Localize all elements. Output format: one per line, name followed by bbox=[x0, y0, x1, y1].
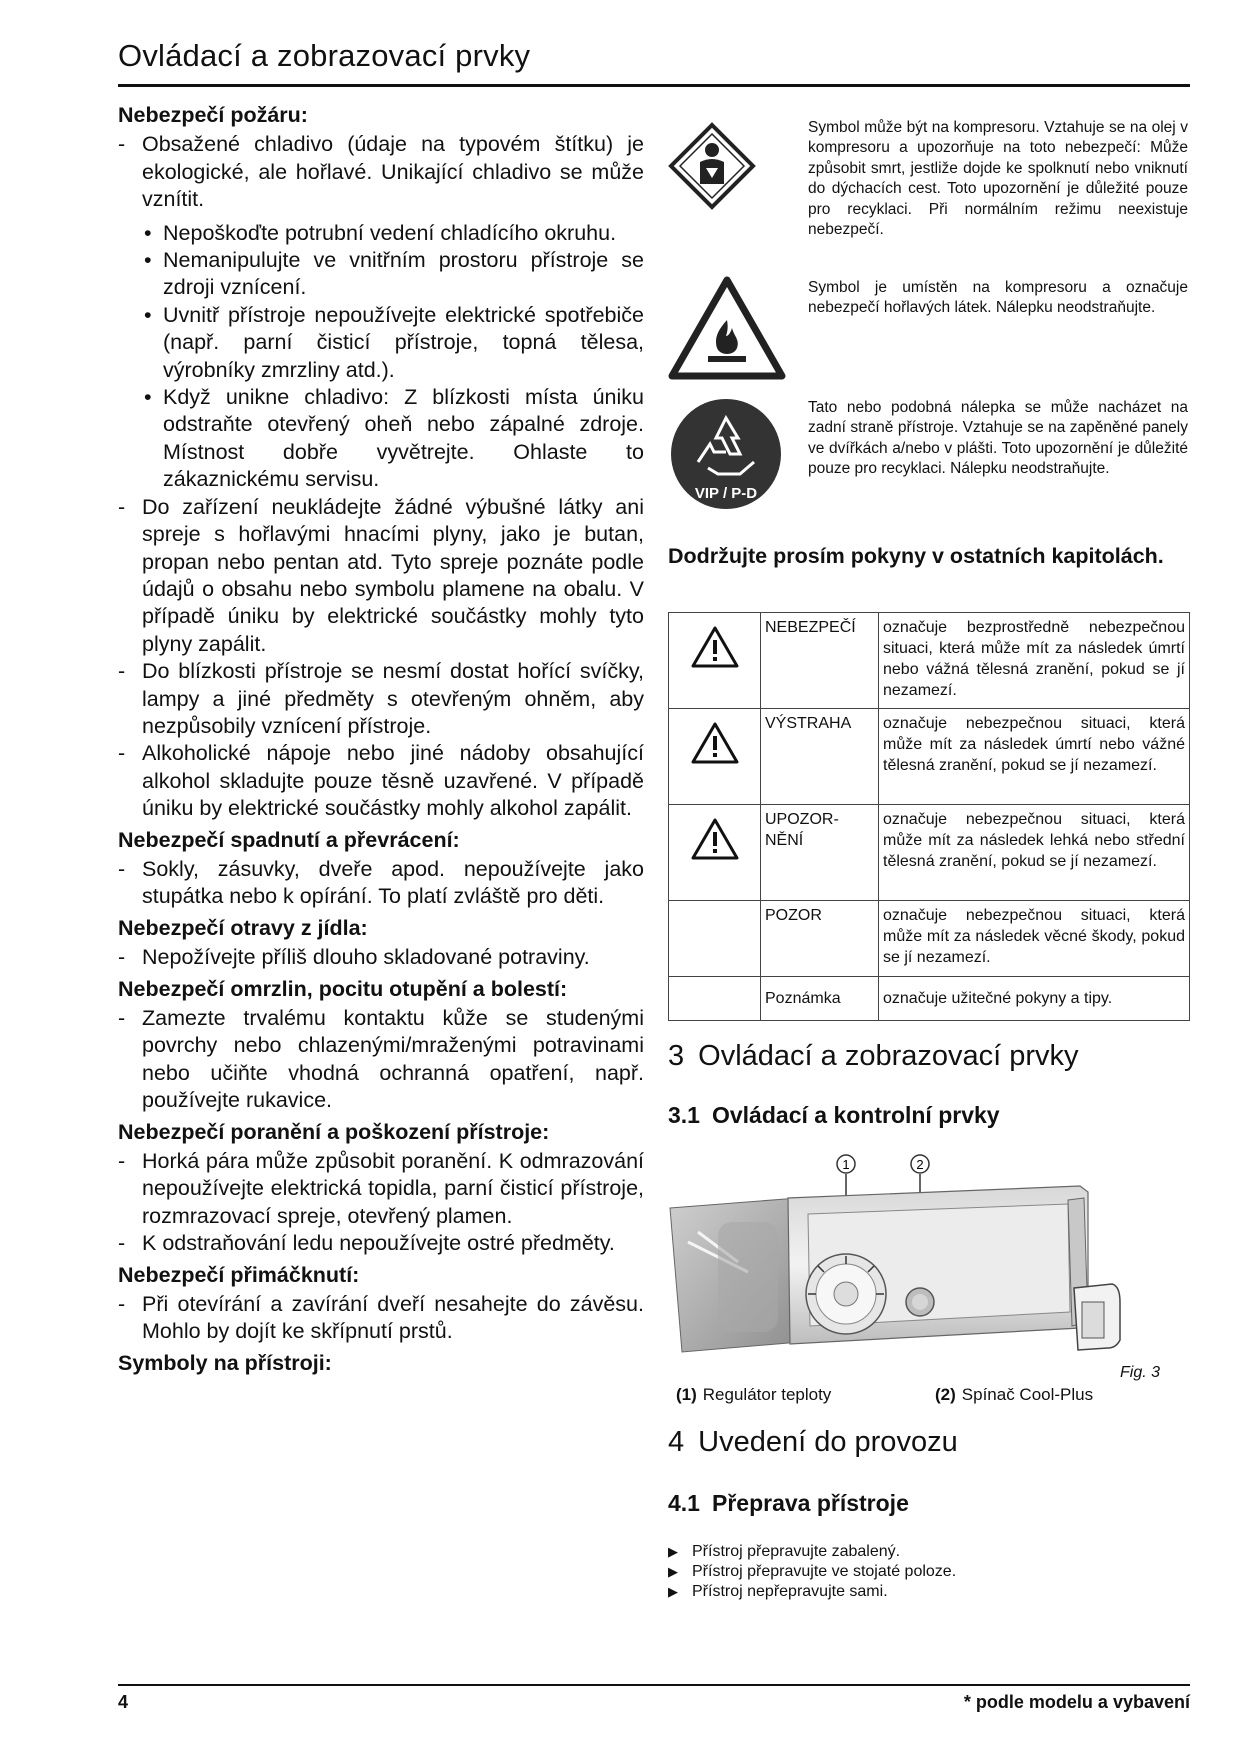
figure-caption: Fig. 3 bbox=[1120, 1364, 1161, 1381]
legend-item-1 bbox=[676, 1385, 831, 1405]
chapter-4-title bbox=[668, 1426, 958, 1459]
warning-triangle-icon bbox=[690, 721, 740, 765]
chapter-3-title bbox=[668, 1040, 1079, 1073]
fire-bullet-list bbox=[118, 220, 644, 494]
warning-triangle-icon bbox=[690, 817, 740, 861]
follow-instructions-heading: Dodržujte prosím pokyny v ostatních kapitolách. bbox=[668, 544, 1164, 568]
chapter-text: Ovládací a zobrazovací prvky bbox=[698, 1040, 1079, 1072]
symbols-heading: Symboly na přístroji: bbox=[118, 1350, 332, 1375]
fire-bullet: • Když unikne chladivo: Z blízkosti místa úniku odstraňte otevřený oheň nebo zápalné zdroje. Místnost dobře vyvětrejte. Ohlaste to zákaznickému servisu. bbox=[142, 384, 644, 494]
poison-hazard-heading: Nebezpečí otravy z jídla: bbox=[118, 915, 368, 940]
control-panel-figure bbox=[668, 1152, 1190, 1402]
fire-bullet: • Uvnitř přístroje nepoužívejte elektrické spotřebiče (např. parní čisticí přístroje, topná tělesa, výrobníky zmrzliny atd.). bbox=[142, 302, 644, 384]
fire-item-3: - Do blízkosti přístroje se nesmí dostat hořící svíčky, lampy a jiné předměty s otevřeným ohněm, aby nezpůsobily vznícení přístroje. bbox=[118, 658, 644, 740]
callout-number-1: 1 bbox=[842, 1157, 850, 1172]
table-row bbox=[669, 901, 1190, 977]
pinch-hazard-heading: Nebezpečí přimáčknutí: bbox=[118, 1262, 360, 1287]
fire-hazard-heading: Nebezpečí požáru: bbox=[118, 103, 308, 127]
fall-hazard-heading: Nebezpečí spadnutí a převrácení: bbox=[118, 827, 460, 852]
legend-text: Regulátor teploty bbox=[702, 1385, 832, 1404]
injury-hazard-heading: Nebezpečí poranění a poškození přístroje: bbox=[118, 1119, 550, 1144]
footer-rule bbox=[118, 1684, 1190, 1686]
warning-triangle-icon bbox=[690, 625, 740, 669]
signal-description: označuje nebezpečnou situaci, která může mít za následek věcné škody, pokud se jí nezamezí. bbox=[879, 901, 1190, 977]
fire-item-2: - Do zařízení neukládejte žádné výbušné látky ani spreje s hořlavými hnacími plyny, jako je butan, propan nebo pentan atd. Tyto spreje poznáte podle údajů o obsahu nebo symbolu plamene na obalu. V případě úniku by elektrické součástky mohly tyto plyny zapálit. bbox=[118, 494, 644, 658]
health-hazard-icon bbox=[668, 122, 756, 210]
injury-item-1: - Horká pára může způsobit poranění. K odmrazování nepoužívejte elektrická topidla, parní čisticí přístroje, rozmrazovací spreje, otevřený plamen. bbox=[118, 1148, 644, 1230]
signal-word: Poznámka bbox=[761, 977, 879, 1021]
left-column bbox=[118, 102, 644, 1379]
dial-knob bbox=[834, 1282, 858, 1306]
section-text: Ovládací a kontrolní prvky bbox=[711, 1102, 1000, 1128]
section-number: 3.1 bbox=[668, 1102, 700, 1128]
signal-description: označuje bezprostředně nebezpečnou situaci, která může mít za následek úmrtí nebo vážná tělesná zranění, pokud se jí nezamezí. bbox=[879, 613, 1190, 709]
fire-bullet: • Nemanipulujte ve vnitřním prostoru přístroje se zdroji vznícení. bbox=[142, 247, 644, 302]
poison-item-1: - Nepožívejte příliš dlouho skladované potraviny. bbox=[118, 944, 644, 971]
symbol-health-text: Symbol může být na kompresoru. Vztahuje se na olej v kompresoru a upozorňuje na toto nebezpečí: Může způsobit smrt, jestliže dojde ke spolknutí nebo vniknutí do dýchacích cest. Toto upozornění je důležité pouze pro recyklaci. Při normálním režimu neexistuje nebezpečí. bbox=[808, 119, 1188, 239]
chapter-number: 3 bbox=[668, 1040, 685, 1072]
signal-words-table bbox=[668, 612, 1190, 1021]
signal-word: NEBEZPEČÍ bbox=[761, 613, 879, 709]
signal-word: POZOR bbox=[761, 901, 879, 977]
table-row bbox=[669, 709, 1190, 805]
fire-item-4: - Alkoholické nápoje nebo jiné nádoby obsahující alkohol skladujte pouze těsně uzavřené. V případě úniku by elektrické součástky mohly alkohol zapálit. bbox=[118, 740, 644, 822]
signal-word: VÝSTRAHA bbox=[761, 709, 879, 805]
fire-item-1: - Obsažené chladivo (údaje na typovém štítku) je ekologické, ale hořlavé. Unikající chladivo se může vznítit. bbox=[118, 131, 644, 213]
housing-lamp bbox=[718, 1222, 778, 1332]
injury-item-2: - K odstraňování ledu nepoužívejte ostré předměty. bbox=[118, 1230, 644, 1257]
table-row bbox=[669, 977, 1190, 1021]
pinch-item-1: - Při otevírání a zavírání dveří nesahejte do závěsu. Mohlo by dojít ke skřípnutí prstů. bbox=[118, 1291, 644, 1346]
page-number: 4 bbox=[118, 1692, 129, 1712]
legend-number: (1) bbox=[676, 1385, 697, 1404]
chapter-number: 4 bbox=[668, 1426, 685, 1458]
signal-description: označuje nebezpečnou situaci, která může mít za následek úmrtí nebo vážné tělesná zranění, pokud se jí nezamezí. bbox=[879, 709, 1190, 805]
frost-item-1: - Zamezte trvalému kontaktu kůže se studenými povrchy nebo chlazenými/mraženými potravinami nebo učiňte vhodná ochranná opatření, např. používejte rukavice. bbox=[118, 1005, 644, 1115]
flammable-warning-icon bbox=[668, 276, 786, 380]
hinge-block bbox=[1082, 1302, 1104, 1338]
action-item: ▶ Přístroj přepravujte ve stojaté poloze. bbox=[668, 1562, 956, 1582]
chapter-text: Uvedení do provozu bbox=[698, 1426, 958, 1458]
header-rule bbox=[118, 84, 1190, 87]
table-row bbox=[669, 613, 1190, 709]
transport-action-list bbox=[668, 1542, 956, 1602]
section-3-1-title bbox=[668, 1102, 1000, 1129]
legend-number: (2) bbox=[935, 1385, 956, 1404]
callout-number-2: 2 bbox=[916, 1157, 924, 1172]
icon-cell bbox=[669, 977, 761, 1021]
symbol-recycle-text: Tato nebo podobná nálepka se může nacházet na zadní straně přístroje. Vztahuje se na zapěněné panely ve dvířkách a/nebo v plášti. Toto upozornění je důležité pouze pro recyklaci. Nálepku neodstraňujte. bbox=[808, 399, 1188, 478]
signal-word: UPOZOR-NĚNÍ bbox=[761, 805, 879, 901]
section-4-1-title bbox=[668, 1490, 909, 1517]
fall-item-1: - Sokly, zásuvky, dveře apod. nepoužívejte jako stupátka nebo k opírání. To platí zvláště pro děti. bbox=[118, 856, 644, 911]
legend-text: Spínač Cool-Plus bbox=[961, 1385, 1094, 1404]
switch-cap bbox=[912, 1294, 928, 1310]
signal-description: označuje nebezpečnou situaci, která může mít za následek lehká nebo střední tělesná zranění, pokud se jí nezamezí. bbox=[879, 805, 1190, 901]
action-item: ▶ Přístroj nepřepravujte sami. bbox=[668, 1582, 956, 1602]
page-header-title: Ovládací a zobrazovací prvky bbox=[118, 38, 531, 73]
table-row bbox=[669, 805, 1190, 901]
section-number: 4.1 bbox=[668, 1490, 700, 1516]
recycle-label: VIP / P-D bbox=[694, 485, 758, 502]
frost-hazard-heading: Nebezpečí omrzlin, pocitu otupění a bolestí: bbox=[118, 976, 568, 1001]
icon-cell bbox=[669, 805, 761, 901]
icon-cell bbox=[669, 613, 761, 709]
icon-cell bbox=[669, 709, 761, 805]
action-item: ▶ Přístroj přepravujte zabalený. bbox=[668, 1542, 956, 1562]
fire-bullet: • Nepoškoďte potrubní vedení chladícího okruhu. bbox=[142, 220, 644, 247]
signal-description: označuje užitečné pokyny a tipy. bbox=[879, 977, 1190, 1021]
symbol-flammable-text: Symbol je umístěn na kompresoru a označuje nebezpečí hořlavých látek. Nálepku neodstraňujte. bbox=[808, 279, 1188, 317]
recycle-vip-icon bbox=[668, 396, 784, 512]
section-text: Přeprava přístroje bbox=[711, 1490, 909, 1516]
legend-item-2 bbox=[935, 1385, 1093, 1405]
icon-cell bbox=[669, 901, 761, 977]
footer-note: * podle modelu a vybavení bbox=[963, 1692, 1190, 1712]
